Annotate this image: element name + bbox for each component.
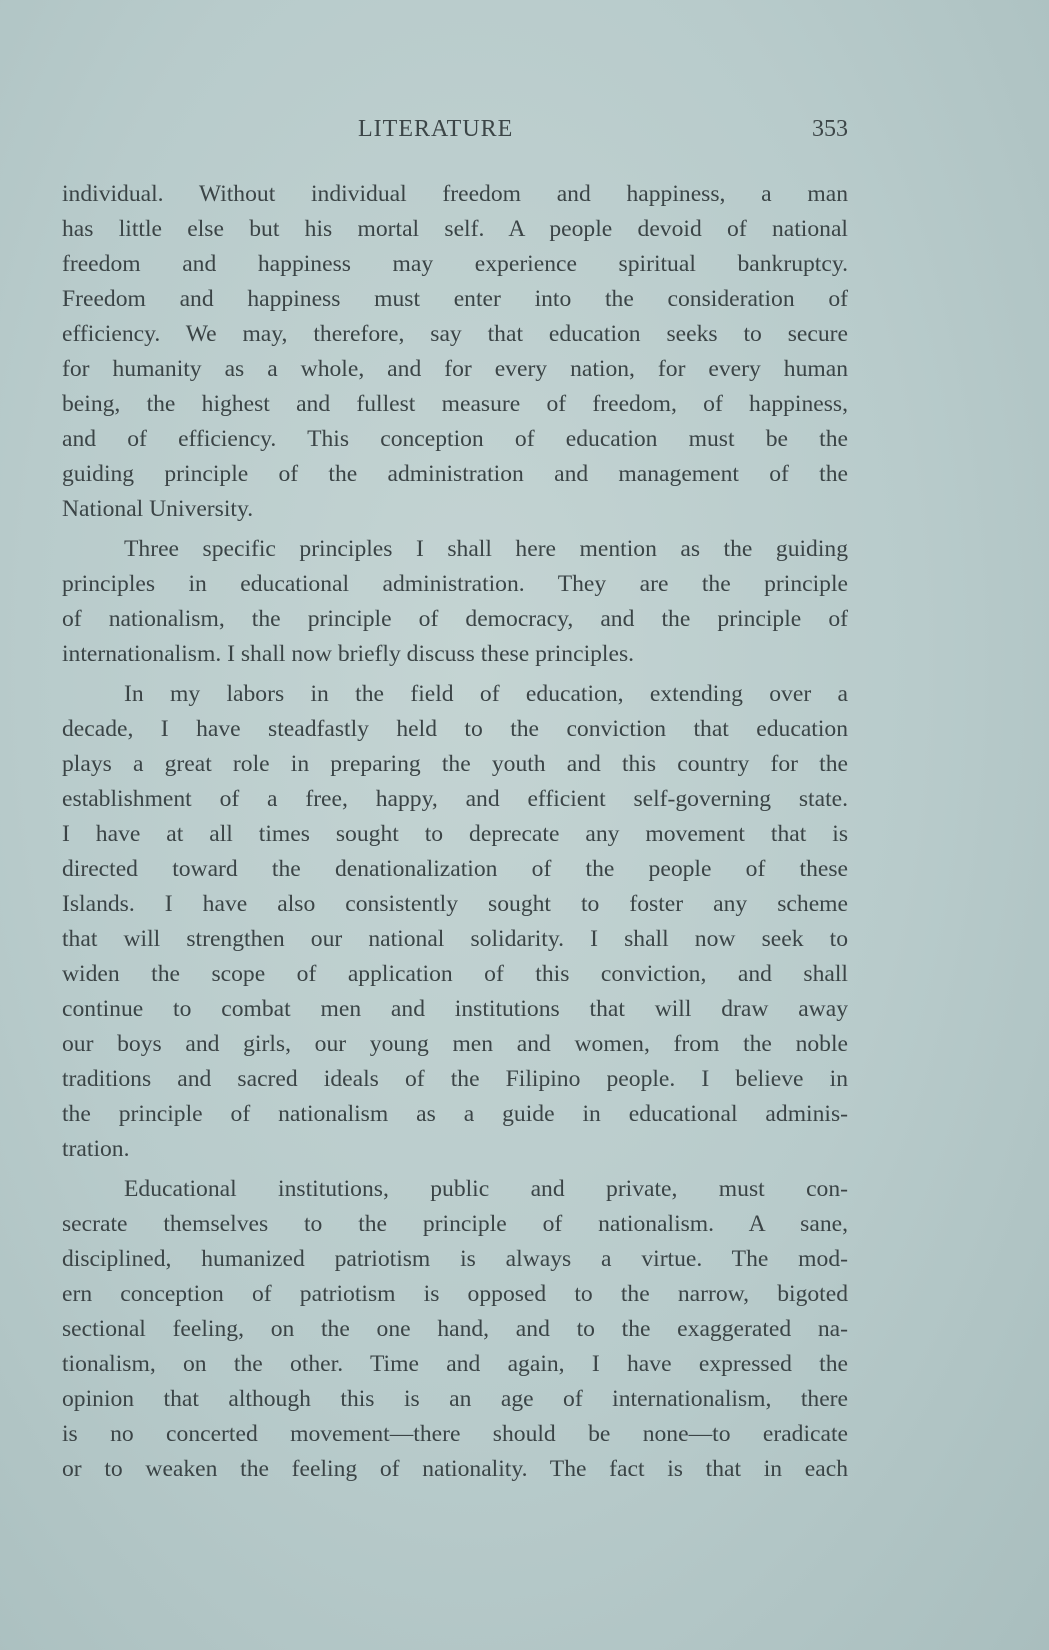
text-line: I have at all times sought to deprecate any movement that is — [62, 821, 848, 847]
text-line: guiding principle of the administration and management of the — [62, 461, 848, 487]
text-line: secrate themselves to the principle of nationalism. A sane, — [62, 1211, 848, 1237]
text-line: opinion that although this is an age of internationalism, there — [62, 1386, 848, 1412]
text-line: efficiency. We may, therefore, say that education seeks to secure — [62, 321, 848, 347]
text-line: has little else but his mortal self. A people devoid of national — [62, 216, 848, 242]
running-head — [68, 116, 848, 150]
text-line: or to weaken the feeling of nationality. The fact is that in each — [62, 1456, 848, 1482]
text-line: of nationalism, the principle of democracy, and the principle of — [62, 606, 848, 632]
text-line: National University. — [62, 496, 254, 522]
text-line: for humanity as a whole, and for every nation, for every human — [62, 356, 848, 382]
text-line: In my labors in the field of education, extending over a — [124, 681, 848, 707]
text-line: tionalism, on the other. Time and again, I have expressed the — [62, 1351, 848, 1377]
text-line: Three specific principles I shall here mention as the guiding — [124, 536, 848, 562]
paragraph-2 — [62, 532, 848, 672]
text-line: establishment of a free, happy, and efficient self-governing state. — [62, 786, 848, 812]
page-number: 353 — [812, 116, 848, 142]
text-line: Freedom and happiness must enter into the consideration of — [62, 286, 848, 312]
text-line: being, the highest and fullest measure of freedom, of happiness, — [62, 391, 848, 417]
text-line: principles in educational administration. They are the principle — [62, 571, 848, 597]
text-line: continue to combat men and institutions that will draw away — [62, 996, 848, 1022]
text-line: is no concerted movement—there should be none—to eradicate — [62, 1421, 848, 1447]
paragraph-3 — [62, 677, 848, 1167]
text-line: our boys and girls, our young men and women, from the noble — [62, 1031, 848, 1057]
text-line: directed toward the denationalization of the people of these — [62, 856, 848, 882]
text-line: plays a great role in preparing the youth and this country for the — [62, 751, 848, 777]
text-line: Educational institutions, public and private, must con- — [124, 1176, 848, 1202]
running-title: LITERATURE — [358, 116, 514, 142]
text-line: and of efficiency. This conception of education must be the — [62, 426, 848, 452]
text-line: the principle of nationalism as a guide in educational adminis- — [62, 1101, 848, 1127]
text-line: ern conception of patriotism is opposed to the narrow, bigoted — [62, 1281, 848, 1307]
text-line: freedom and happiness may experience spiritual bankruptcy. — [62, 251, 848, 277]
text-line: internationalism. I shall now briefly discuss these principles. — [62, 641, 635, 667]
text-line: sectional feeling, on the one hand, and to the exaggerated na- — [62, 1316, 848, 1342]
paragraph-1 — [62, 177, 848, 527]
text-line: tration. — [62, 1136, 130, 1162]
text-line: widen the scope of application of this conviction, and shall — [62, 961, 848, 987]
text-line: traditions and sacred ideals of the Filipino people. I believe in — [62, 1066, 848, 1092]
text-line: Islands. I have also consistently sought to foster any scheme — [62, 891, 848, 917]
body-text — [62, 177, 848, 1487]
text-line: decade, I have steadfastly held to the conviction that education — [62, 716, 848, 742]
text-line: disciplined, humanized patriotism is always a virtue. The mod- — [62, 1246, 848, 1272]
text-line: that will strengthen our national solidarity. I shall now seek to — [62, 926, 848, 952]
paragraph-4 — [62, 1172, 848, 1487]
text-line: individual. Without individual freedom and happiness, a man — [62, 181, 848, 207]
